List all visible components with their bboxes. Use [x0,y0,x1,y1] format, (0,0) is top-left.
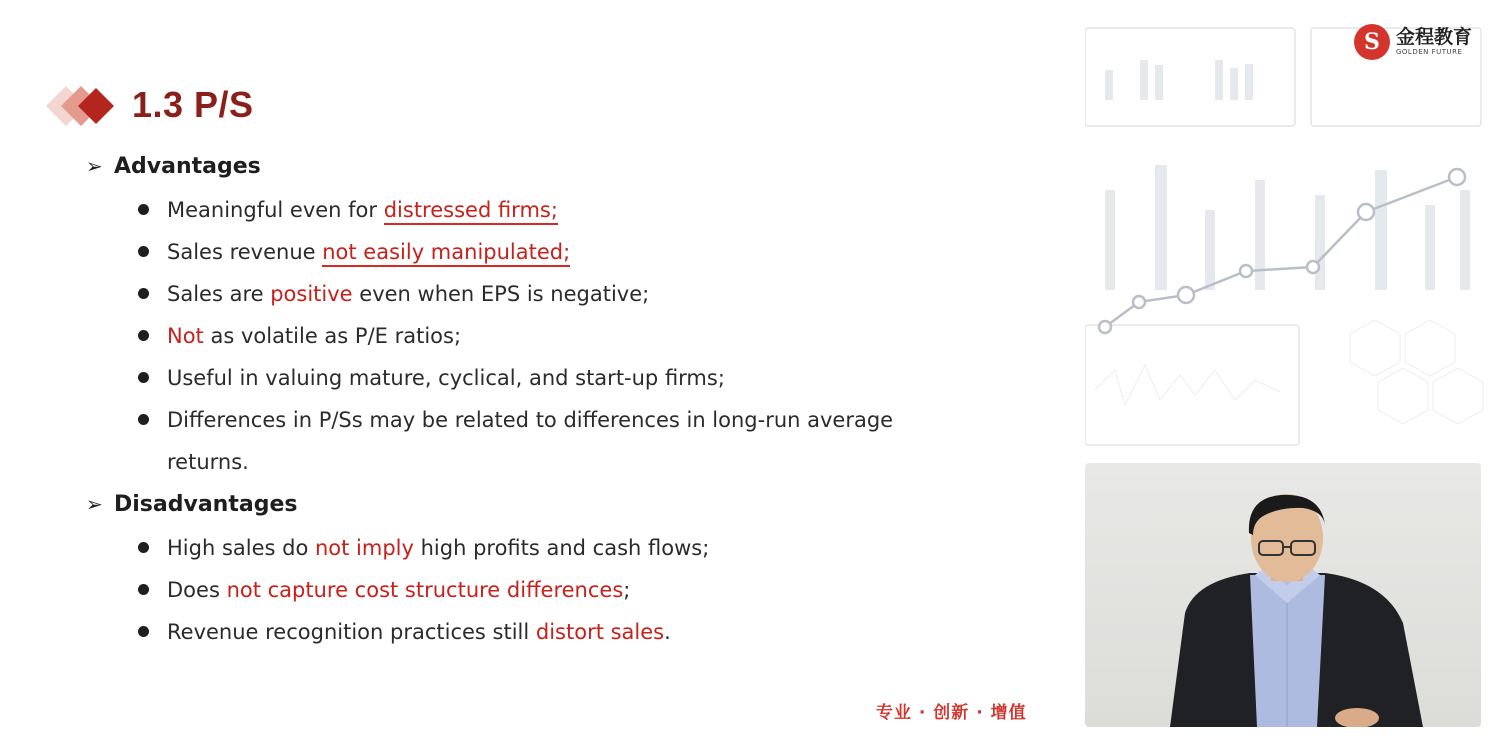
company-logo [1354,24,1472,60]
footer-slogan: 专业 · 创新 · 增值 [876,703,1027,723]
line-chart-deco-icon [1085,20,1485,450]
disadvantage-item-2: Does not capture cost structure differences; [138,569,630,611]
arrow-bullet-icon: ➢ [86,492,103,516]
logo-icon: S [1354,24,1390,60]
advantage-item-6: Differences in P/Ss may be related to differences in long-run average [138,399,893,441]
logo-text-cn: 金程教育 [1396,26,1473,48]
disadvantage-item-1: High sales do not imply high profits and cash flows; [138,527,709,569]
diamond-deco-icon [44,84,124,128]
disadvantage-item-3: Revenue recognition practices still distort sales. [138,611,671,653]
advantage-item-5: Useful in valuing mature, cyclical, and start-up firms; [138,357,725,399]
arrow-bullet-icon: ➢ [86,154,103,178]
advantage-item-1: Meaningful even for distressed firms; [138,189,558,231]
disadvantages-heading: ➢ Disadvantages [86,492,298,517]
advantage-item-3: Sales are positive even when EPS is negative; [138,273,649,315]
advantage-item-2: Sales revenue not easily manipulated; [138,231,570,273]
slide-title: 1.3 P/S [132,84,254,125]
presenter-figure [1085,463,1481,727]
advantage-item-4: Not as volatile as P/E ratios; [138,315,461,357]
presenter-video [1085,463,1481,727]
advantages-heading: ➢ Advantages [86,154,261,179]
advantage-item-6-wrap: returns. [167,450,249,474]
logo-text-en: GOLDEN FUTURE [1396,48,1463,56]
